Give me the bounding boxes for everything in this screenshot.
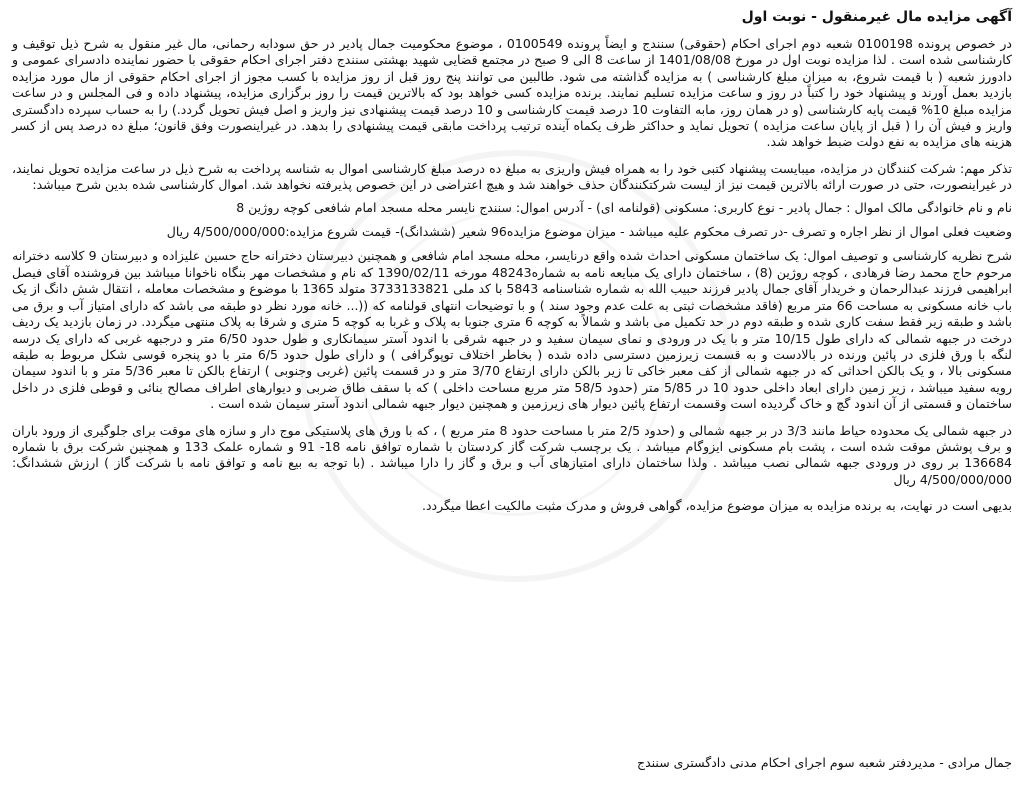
expert-description-paragraph: شرح نظریه کارشناسی و توصیف اموال: یک ساختمان مسکونی احداث شده واقع درنایسر، محله مسجد امام شافعی و همچنین دبیرستان دخترانه حاج حسین علیزاده و دبیرستان 9 کلاسه دخترانه مرحوم حاج محمد رضا فرهادی ، کوچه روژین (8) ، ساختمان دارای یک مبایعه نامه به شماره48243 مورخه 1390/02/11 که نام و مشخصات مهر بنگاه ناخوانا میباشد بین فروشنده آقای فیصل ابراهیمی فرزند عبدالرحمان و خریدار آقای جمال پادیر فرزند حبیب الله به شماره شناسنامه 5843 با کد ملی 3733133821 متولد 1365 با موضوع و مشخصات معامله ، انتقال شش دانگ از یک باب خانه مسکونی به مساحت 66 متر مربع (فاقد مشخصات ثبتی به علت عدم وجود سند ) و با توضیحات انتهای قولنامه که ((... خانه مورد نظر دو طبقه می باشد که دارای امتیاز آب و برق می باشد و طبقه زیر فقط سفت کاری شده و طبقه دوم در حد تکمیل می باشد و شمالاً به کوچه 6 متری جنوبا به پلاک و غربا به کوچه 5 متری و شرقا به پلاک منتهی میگردد. در زمان بازدید یک ردیف درخت در جبهه شمالی که دارای طول 10/15 متر و با یک در ورودی و نمای سیمان سفید و در جبهه شرقی با اندود آستر سیمانکاری و طول حدود 6/50 متر و درجبهه غربی که دارای یک درسه لنگه با ورق فلزی در پائین ورنده در بالادست و به قسمت زیرزمین دسترسی داده شده ( بخاطر اختلاف توپوگرافی ) و دارای طول حدود 6/5 متر با دو پنجره قوسی شکل مربوط به طبقه مسکونی بالا ، و یک بالکن احداثی که در جبهه شمالی از کف معبر خاکی تا زیر بالکن دارای ارتفاع 3/70 متر و در قسمت پائین (غربی وجنوبی ) ارتفاع بالکن تا معبر 5/36 متر و با اندود سیمان رویه سفید میباشد ، زیر زمین دارای ابعاد داخلی حدود 10 در 5/85 متر (حدود 58/5 متر مربع مساحت داخلی ) که با سقف طاق ضربی و دیوارهای اطراف مصالح بنائی و قوطی فلزی در داخل ساختمان و قسمتی از آن اندود گچ و خاک گردیده است وقسمت ارتفاع پائین دیوار های زیرزمین و همچنین دیوار جبهه شمالی اندود آستر سیمان شده است .	[12, 248, 1013, 412]
important-note-paragraph: تذکر مهم: شرکت کنندگان در مزایده، میبایست پیشنهاد کتبی خود را به همراه فیش واریزی به مبلغ ده درصد مبلغ کارشناسی اموال به شناسه پرداخت به شرح ذیل در ساعت مزایده تحویل نمایند، در غیراینصورت، حتی در صورت ارائه بالاترین قیمت نیز از لیست شرکتکنندگان حذف خواهند شد و هیچ اعتراضی در این خصوص پذیرفته نخواهد شد. اموال کارشناسی شده بدین شرح میباشد:	[12, 160, 1012, 193]
closing-paragraph: بدیهی است در نهایت، به برنده مزایده به میزان موضوع مزایده، گواهی فروش و مدرک مثبت مالکیت اعطا میگردد.	[422, 498, 1012, 514]
status-info-line: وضعیت فعلی اموال از نظر اجاره و تصرف -در تصرف محکوم علیه میباشد - میزان موضوع مزایده96 شعیر (ششدانگ)- قیمت شروع مزایده:4/500/000/000 ریال	[166, 224, 1012, 240]
courtyard-paragraph: در جبهه شمالی یک محدوده حیاط مانند 3/3 در بر جبهه شمالی و (حدود 2/5 متر با مساحت حدود 8 متر مربع ) ، که با ورق های پلاستیکی موج دار و سازه های موقت برای جلوگیری از ورود باران و برف پوشش موقت شده است ، پشت بام مسکونی ایزوگام میباشد . یک برچسب شرکت گاز کردستان با شماره توافق نامه 18- 91 و شماره علمک 133 و همچنین شرکت برق با شماره 136684 بر روی در ورودی جبهه شمالی نصب میباشد . ولذا ساختمان دارای امتیازهای آب و برق و گاز را دارا میباشد . (با توجه به بیع نامه و توافق نامه با شرکت گاز ) ارزش ششدانگ: 4/500/000/000 ریال	[12, 422, 1013, 487]
intro-paragraph: در خصوص پرونده 0100198 شعبه دوم اجرای احکام (حقوقی) سنندج و ایضاً پرونده 0100549 ، موضوع محکومیت جمال پادیر در حق سودابه رحمانی، مال غیر منقول به شرح ذیل توقیف و کارشناسی شده است . لذا مزایده نوبت اول در مورخ 1401/08/08 از ساعت 8 الی 9 صبح در مجتمع قضایی شهید بهشتی سنندج دفتر اجرای احکام حقوقی با حضور نماینده دادسرای عمومی و دادورز شعبه ( با قیمت شروع، به میزان مبلغ کارشناسی ) به مزایده گذاشته می شود. طالبین می توانند پنج روز قبل از روز مزایده با کسب مجوز از اجرای احکام حقوقی از مال مورد مزایده بازدید بعمل آورند و پیشنهاد خود را کتباً در روز و ساعت مزایده تسلیم نمایند. برنده مزایده کسی خواهد بود که بالاترین قیمت را روز برگزاری مزایده، پیشنهاد داده و فی المجلس و در ساعت مزایده مبلغ 10% قیمت پایه کارشناسی (و در همان روز، مابه التفاوت 10 درصد قیمت کارشناسی و 10 درصد قیمت پیشنهادی نیز واریز و اصل فیش تحویل گردد.) را به حساب سپرده دادگستری واریز و فیش آن را ( قبل از پایان ساعت مزایده ) تحویل نماید و حداکثر ظرف یکماه آینده ترتیب پرداخت مابقی قیمت پیشنهادی را بدهد. در غیراینصورت وفق قانون؛ مبلغ ده درصد پس از کسر هزینه های مزایده به نفع دولت ضبط خواهد شد.	[12, 36, 1012, 150]
signature-line: جمال مرادی - مدیردفتر شعبه سوم اجرای احکام مدنی دادگستری سنندج	[637, 755, 1012, 770]
owner-info-line: نام و نام خانوادگی مالک اموال : جمال پادیر - نوع کاربری: مسکونی (قولنامه ای) - آدرس اموال: سنندج نایسر محله مسجد امام شافعی کوچه روژین 8	[236, 199, 1012, 215]
notice-title: آگهی مزایده مال غیرمنقول - نوبت اول	[741, 9, 1012, 25]
